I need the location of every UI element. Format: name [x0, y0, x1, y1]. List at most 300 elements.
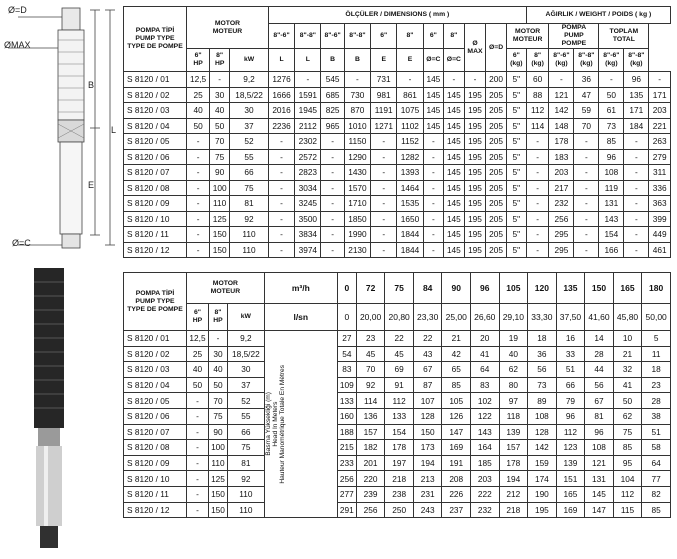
table-cell: 85: [442, 377, 471, 393]
table-cell: 62: [613, 408, 642, 424]
table-cell: 195: [464, 87, 486, 103]
flow-lsn-2: 20,80: [385, 304, 414, 331]
table-cell: 243: [413, 502, 442, 518]
table-cell: -: [444, 72, 464, 88]
table-cell: 5": [506, 242, 526, 258]
table-cell: 81: [228, 455, 265, 471]
table-cell: 145: [423, 118, 443, 134]
table-cell: 203: [471, 471, 500, 487]
h-c8: 8": [444, 24, 464, 49]
table-cell: 5": [506, 103, 526, 119]
table-cell: 150: [210, 227, 230, 243]
table-cell: 1010: [344, 118, 370, 134]
table-cell: 36: [528, 346, 557, 362]
table-cell: 232: [549, 196, 574, 212]
table-cell: 205: [486, 165, 506, 181]
table-cell: 44: [585, 362, 614, 378]
table-cell: 64: [471, 362, 500, 378]
table-cell: 75: [613, 424, 642, 440]
table-cell: 110: [210, 196, 230, 212]
table-cell: 157: [499, 440, 528, 456]
model-cell: S 8120 / 07: [124, 165, 187, 181]
model-cell: S 8120 / 11: [124, 227, 187, 243]
table-cell: -: [371, 196, 397, 212]
table-cell: 82: [642, 486, 671, 502]
h-kw: kW: [230, 49, 269, 72]
table-cell: 92: [356, 377, 385, 393]
table-row: [124, 242, 671, 258]
table-row: [124, 149, 671, 165]
table-cell: -: [624, 211, 649, 227]
table-cell: -: [624, 180, 649, 196]
table-cell: 18: [528, 331, 557, 347]
flow-m3h-7: 120: [528, 273, 557, 304]
flow-m3h-4: 90: [442, 273, 471, 304]
table-cell: 96: [599, 149, 624, 165]
table-cell: 145: [444, 118, 464, 134]
table-cell: 461: [649, 242, 671, 258]
table-cell: 205: [486, 87, 506, 103]
table-cell: 110: [228, 502, 265, 518]
table-cell: 25: [187, 346, 209, 362]
table-cell: 133: [385, 408, 414, 424]
table-cell: 1945: [295, 103, 321, 119]
table-cell: 148: [549, 118, 574, 134]
table-cell: 190: [528, 486, 557, 502]
table-cell: 1152: [397, 134, 423, 150]
flow-m3h-3: 84: [413, 273, 442, 304]
table-cell: 1710: [344, 196, 370, 212]
table-cell: 142: [528, 440, 557, 456]
model-cell: S 8120 / 06: [124, 408, 187, 424]
table-cell: 449: [649, 227, 671, 243]
table-cell: 115: [613, 502, 642, 518]
dimensions-header: ÖLÇÜLER / DIMENSIONS ( mm ): [268, 7, 526, 24]
table-cell: 256: [356, 502, 385, 518]
table-cell: 66: [228, 424, 265, 440]
table-cell: 11: [642, 346, 671, 362]
table-cell: -: [321, 242, 344, 258]
table-cell: 107: [413, 393, 442, 409]
table-cell: 60: [526, 72, 549, 88]
flow-m3h-2: 75: [385, 273, 414, 304]
model-cell: S 8120 / 10: [124, 471, 187, 487]
table-cell: 52: [230, 134, 269, 150]
performance-table: [123, 272, 671, 518]
table-cell: 145: [444, 134, 464, 150]
h-b66: 8"-6": [321, 24, 344, 49]
table-cell: 178: [499, 455, 528, 471]
table-cell: 143: [599, 211, 624, 227]
table-cell: 208: [442, 471, 471, 487]
table-cell: 114: [356, 393, 385, 409]
table-cell: 3834: [295, 227, 321, 243]
table-cell: 131: [585, 471, 614, 487]
table-cell: -: [187, 165, 210, 181]
table-cell: -: [624, 165, 649, 181]
table-cell: -: [321, 134, 344, 150]
u-b2: B: [344, 49, 370, 72]
table-cell: 151: [556, 471, 585, 487]
flow-m3h-6: 105: [499, 273, 528, 304]
table-cell: -: [574, 242, 599, 258]
label-b: B: [88, 80, 95, 90]
table-cell: 195: [464, 227, 486, 243]
model-cell: S 8120 / 02: [124, 346, 187, 362]
table-cell: 870: [344, 103, 370, 119]
table-cell: 83: [471, 377, 500, 393]
table-cell: 112: [556, 424, 585, 440]
table-cell: -: [295, 72, 321, 88]
table-cell: 121: [549, 87, 574, 103]
table-cell: 195: [464, 196, 486, 212]
table-cell: 154: [385, 424, 414, 440]
table-cell: -: [268, 134, 294, 150]
pump-dimension-drawing: [0, 0, 120, 554]
h-d: Ø=D: [486, 24, 506, 72]
table-cell: -: [210, 72, 230, 88]
table-row: [124, 455, 671, 471]
table-cell: -: [371, 180, 397, 196]
table-cell: 112: [385, 393, 414, 409]
table-cell: 3974: [295, 242, 321, 258]
h-max: Ø MAX: [464, 24, 486, 72]
table-cell: 70: [574, 118, 599, 134]
table-cell: -: [423, 165, 443, 181]
h-wm8: 8" (kg): [526, 49, 549, 72]
table-cell: 112: [613, 486, 642, 502]
table-cell: -: [187, 471, 209, 487]
table-cell: 40: [187, 362, 209, 378]
table-cell: -: [321, 196, 344, 212]
table-cell: 188: [337, 424, 356, 440]
table-cell: 108: [528, 408, 557, 424]
table-cell: 205: [486, 242, 506, 258]
table-cell: 164: [471, 440, 500, 456]
table-cell: 545: [321, 72, 344, 88]
h-hp6: 6" HP: [187, 49, 210, 72]
table-row: [124, 346, 671, 362]
head-axis-text: Basma Yüksekliği (m) Head In Meters Hauteur Manométrique Totale En Mètres: [264, 364, 286, 484]
table-cell: 133: [337, 393, 356, 409]
table-cell: -: [526, 242, 549, 258]
model-cell: S 8120 / 08: [124, 440, 187, 456]
table-cell: -: [187, 408, 209, 424]
table-cell: 139: [499, 424, 528, 440]
table-cell: -: [526, 211, 549, 227]
table-cell: 45: [356, 346, 385, 362]
table-cell: 174: [528, 471, 557, 487]
table-cell: 123: [556, 440, 585, 456]
table-cell: 91: [385, 377, 414, 393]
table-cell: 1990: [344, 227, 370, 243]
h-e8: 8": [397, 24, 423, 49]
table-cell: 195: [464, 103, 486, 119]
table-cell: -: [268, 180, 294, 196]
table-cell: -: [371, 165, 397, 181]
table-cell: 95: [613, 455, 642, 471]
table-cell: -: [187, 134, 210, 150]
table-cell: 1102: [397, 118, 423, 134]
u-b1: B: [321, 49, 344, 72]
table-cell: 73: [528, 377, 557, 393]
pump-type-header-2: POMPA TİPİ PUMP TYPE TYPE DE POMPE: [124, 273, 187, 331]
table-cell: -: [187, 149, 210, 165]
table-cell: 222: [471, 486, 500, 502]
table-cell: 32: [613, 362, 642, 378]
table-cell: 220: [356, 471, 385, 487]
label-max: ØMAX: [4, 40, 31, 50]
table-cell: 256: [337, 471, 356, 487]
table-cell: 212: [499, 486, 528, 502]
table-cell: 201: [356, 455, 385, 471]
table-cell: 9,2: [230, 72, 269, 88]
table-row: [124, 424, 671, 440]
table-cell: 195: [464, 118, 486, 134]
h-wp88: 8"-8" (kg): [574, 49, 599, 72]
table-cell: 69: [385, 362, 414, 378]
table-cell: 965: [321, 118, 344, 134]
table-cell: 36: [574, 72, 599, 88]
table-cell: 110: [230, 227, 269, 243]
model-cell: S 8120 / 09: [124, 196, 187, 212]
table-cell: 22: [413, 331, 442, 347]
h-wt88: 8"-8" (kg): [624, 49, 649, 72]
h-w-motor: MOTOR MOTEUR: [506, 24, 549, 49]
unit-lsn: l/sn: [264, 304, 337, 331]
table-cell: 16: [556, 331, 585, 347]
motor-header-2: MOTOR MOTEUR: [187, 273, 265, 304]
table-cell: 22: [385, 331, 414, 347]
table-row: [124, 331, 671, 347]
table-cell: 41: [613, 377, 642, 393]
table-cell: 19: [499, 331, 528, 347]
table-cell: -: [423, 196, 443, 212]
table-cell: -: [187, 440, 209, 456]
table-cell: -: [574, 149, 599, 165]
table-cell: -: [187, 227, 210, 243]
table-cell: 40: [208, 362, 227, 378]
table-cell: 38: [642, 408, 671, 424]
table-cell: 64: [642, 455, 671, 471]
h-l88: 8"-8": [295, 24, 321, 49]
table-cell: 14: [585, 331, 614, 347]
table-cell: 217: [549, 180, 574, 196]
table-cell: 221: [649, 118, 671, 134]
table-cell: -: [187, 502, 209, 518]
table-cell: 143: [471, 424, 500, 440]
table-cell: -: [599, 72, 624, 88]
table-cell: 55: [228, 408, 265, 424]
table-cell: 239: [356, 486, 385, 502]
table-cell: -: [371, 227, 397, 243]
table-cell: 118: [499, 408, 528, 424]
table-cell: 110: [228, 486, 265, 502]
table-cell: 121: [585, 455, 614, 471]
table-cell: 2572: [295, 149, 321, 165]
table-cell: 1844: [397, 227, 423, 243]
table-cell: 135: [624, 87, 649, 103]
table-cell: 18,5/22: [230, 87, 269, 103]
table-cell: -: [371, 211, 397, 227]
table-cell: 1282: [397, 149, 423, 165]
table-cell: -: [268, 242, 294, 258]
table-cell: 12,5: [187, 72, 210, 88]
table-cell: 50: [187, 377, 209, 393]
table-cell: 62: [499, 362, 528, 378]
table-cell: 80: [499, 377, 528, 393]
table-cell: 183: [549, 149, 574, 165]
table-cell: 96: [624, 72, 649, 88]
table-cell: -: [268, 211, 294, 227]
table-cell: 1150: [344, 134, 370, 150]
table-cell: 2016: [268, 103, 294, 119]
table-cell: 1844: [397, 242, 423, 258]
model-cell: S 8120 / 11: [124, 486, 187, 502]
table-cell: -: [321, 165, 344, 181]
model-cell: S 8120 / 05: [124, 134, 187, 150]
table-cell: 56: [585, 377, 614, 393]
table-cell: 145: [444, 180, 464, 196]
table-cell: -: [526, 134, 549, 150]
flow-m3h-5: 96: [471, 273, 500, 304]
table-cell: 145: [444, 242, 464, 258]
table-cell: 50: [613, 393, 642, 409]
flow-lsn-1: 20,00: [356, 304, 385, 331]
h-b88: 8"-8": [344, 24, 370, 49]
table-cell: 279: [649, 149, 671, 165]
table-cell: -: [187, 211, 210, 227]
table-cell: 40: [187, 103, 210, 119]
table-cell: 145: [444, 196, 464, 212]
table-cell: 250: [385, 502, 414, 518]
table-cell: 3245: [295, 196, 321, 212]
table-cell: 730: [344, 87, 370, 103]
table-cell: -: [624, 242, 649, 258]
u-l2: L: [295, 49, 321, 72]
table-cell: -: [624, 227, 649, 243]
table-cell: 92: [228, 471, 265, 487]
h-w-total: TOPLAM TOTAL: [599, 24, 649, 49]
table-cell: 1650: [397, 211, 423, 227]
table-cell: -: [423, 134, 443, 150]
table-cell: 238: [385, 486, 414, 502]
model-cell: S 8120 / 01: [124, 331, 187, 347]
table-cell: 213: [413, 471, 442, 487]
table-cell: 79: [556, 393, 585, 409]
table-cell: 47: [574, 87, 599, 103]
table-cell: 194: [413, 455, 442, 471]
table-cell: 70: [208, 393, 227, 409]
dimensions-table-body: [124, 72, 671, 258]
table-cell: -: [423, 242, 443, 258]
flow-m3h-9: 150: [585, 273, 614, 304]
table-cell: 205: [486, 134, 506, 150]
table-cell: 1271: [371, 118, 397, 134]
table-cell: 5": [506, 87, 526, 103]
table-cell: 237: [442, 502, 471, 518]
table-cell: 125: [210, 211, 230, 227]
table-cell: 81: [585, 408, 614, 424]
h-c6: 6": [423, 24, 443, 49]
table-cell: -: [371, 134, 397, 150]
table-cell: 5": [506, 134, 526, 150]
table-cell: 100: [210, 180, 230, 196]
table-cell: 203: [649, 103, 671, 119]
table-cell: 981: [371, 87, 397, 103]
table-cell: 110: [230, 242, 269, 258]
h-wm6: 6" (kg): [506, 49, 526, 72]
table-cell: -: [268, 196, 294, 212]
table-cell: 150: [208, 486, 227, 502]
table-cell: -: [321, 180, 344, 196]
table-cell: 18: [642, 362, 671, 378]
flow-m3h-10: 165: [613, 273, 642, 304]
table-cell: 205: [486, 118, 506, 134]
table-cell: 67: [413, 362, 442, 378]
table-row: [124, 180, 671, 196]
table-cell: 42: [442, 346, 471, 362]
table-cell: -: [649, 72, 671, 88]
flow-lsn-6: 29,10: [499, 304, 528, 331]
table-row: [124, 377, 671, 393]
model-cell: S 8120 / 04: [124, 118, 187, 134]
u-e2: E: [397, 49, 423, 72]
table-cell: 154: [599, 227, 624, 243]
table-cell: 5": [506, 149, 526, 165]
label-c: Ø=C: [12, 238, 31, 248]
table-cell: -: [321, 211, 344, 227]
table-cell: 104: [613, 471, 642, 487]
table-cell: 205: [486, 103, 506, 119]
table-cell: -: [268, 227, 294, 243]
flow-lsn-7: 33,30: [528, 304, 557, 331]
table-cell: 5": [506, 72, 526, 88]
table-cell: -: [574, 211, 599, 227]
model-cell: S 8120 / 07: [124, 424, 187, 440]
table-cell: 75: [210, 149, 230, 165]
table-cell: 157: [356, 424, 385, 440]
table-cell: 336: [649, 180, 671, 196]
table-cell: -: [187, 196, 210, 212]
table-cell: 51: [642, 424, 671, 440]
table-cell: 205: [486, 149, 506, 165]
table-row: [124, 486, 671, 502]
table-cell: 105: [442, 393, 471, 409]
table-cell: 195: [464, 211, 486, 227]
u-c1: Ø=C: [423, 49, 443, 72]
table-cell: 77: [642, 471, 671, 487]
table-cell: 122: [471, 408, 500, 424]
table-cell: 50: [187, 118, 210, 134]
table-cell: -: [187, 180, 210, 196]
table-cell: 87: [413, 377, 442, 393]
table-cell: 119: [599, 180, 624, 196]
h-l66: 8"-6": [268, 24, 294, 49]
h-e6: 6": [371, 24, 397, 49]
table-cell: 97: [499, 393, 528, 409]
table-cell: 108: [585, 440, 614, 456]
flow-m3h-0: 0: [337, 273, 356, 304]
table-cell: -: [526, 165, 549, 181]
flow-lsn-9: 41,60: [585, 304, 614, 331]
table-cell: 145: [444, 103, 464, 119]
h2-hp6: 6" HP: [187, 304, 209, 331]
table-cell: -: [397, 72, 423, 88]
table-cell: -: [574, 165, 599, 181]
table-cell: -: [208, 331, 227, 347]
table-cell: -: [526, 227, 549, 243]
